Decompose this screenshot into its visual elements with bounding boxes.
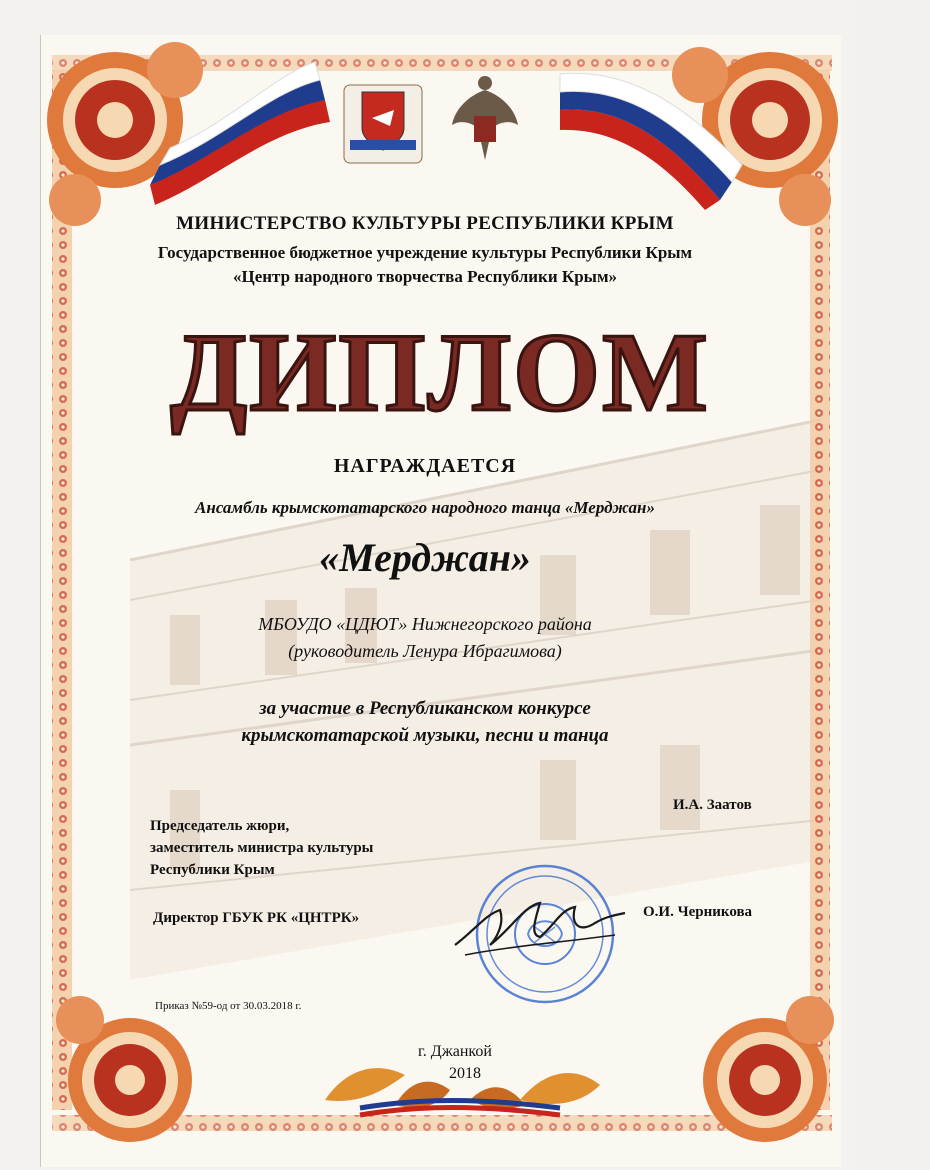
jury-chair-line-2: заместитель министра культуры <box>150 840 374 856</box>
ministry-heading: МИНИСТЕРСТВО КУЛЬТУРЫ РЕСПУБЛИКИ КРЫМ <box>176 213 674 234</box>
organization: МБОУДО «ЦДЮТ» Нижнегорского района <box>258 614 592 634</box>
institution-line-2: «Центр народного творчества Республики Крым» <box>232 267 618 286</box>
recipient-name: «Мерджан» <box>319 535 531 580</box>
jury-chair-line-1: Председатель жюри, <box>150 818 290 834</box>
year: 2018 <box>449 1065 481 1082</box>
jury-chair-line-3: Республики Крым <box>150 862 275 878</box>
reason-line-2: крымскотатарской музыки, песни и танца <box>241 725 609 746</box>
diploma-title <box>170 300 710 450</box>
institution-line-1: Государственное бюджетное учреждение культуры Республики Крым <box>157 243 693 262</box>
diploma-title-text: ДИПЛОМ <box>170 311 710 435</box>
jury-chair-name: И.А. Заатов <box>673 797 752 813</box>
jury-chair-title <box>150 815 450 881</box>
order-reference: Приказ №59-од от 30.03.2018 г. <box>155 1000 302 1012</box>
city: г. Джанкой <box>418 1043 492 1060</box>
director-title: Директор ГБУК РК «ЦНТРК» <box>153 910 360 926</box>
ensemble-description: Ансамбль крымскотатарского народного танца «Мерджан» <box>195 498 655 517</box>
reason-line-1: за участие в Республиканском конкурсе <box>259 698 591 719</box>
handwritten-signature <box>445 885 635 965</box>
leader: (руководитель Ленура Ибрагимова) <box>288 641 562 661</box>
director-name: О.И. Черникова <box>643 904 753 920</box>
awarded-label: НАГРАЖДАЕТСЯ <box>333 455 517 477</box>
